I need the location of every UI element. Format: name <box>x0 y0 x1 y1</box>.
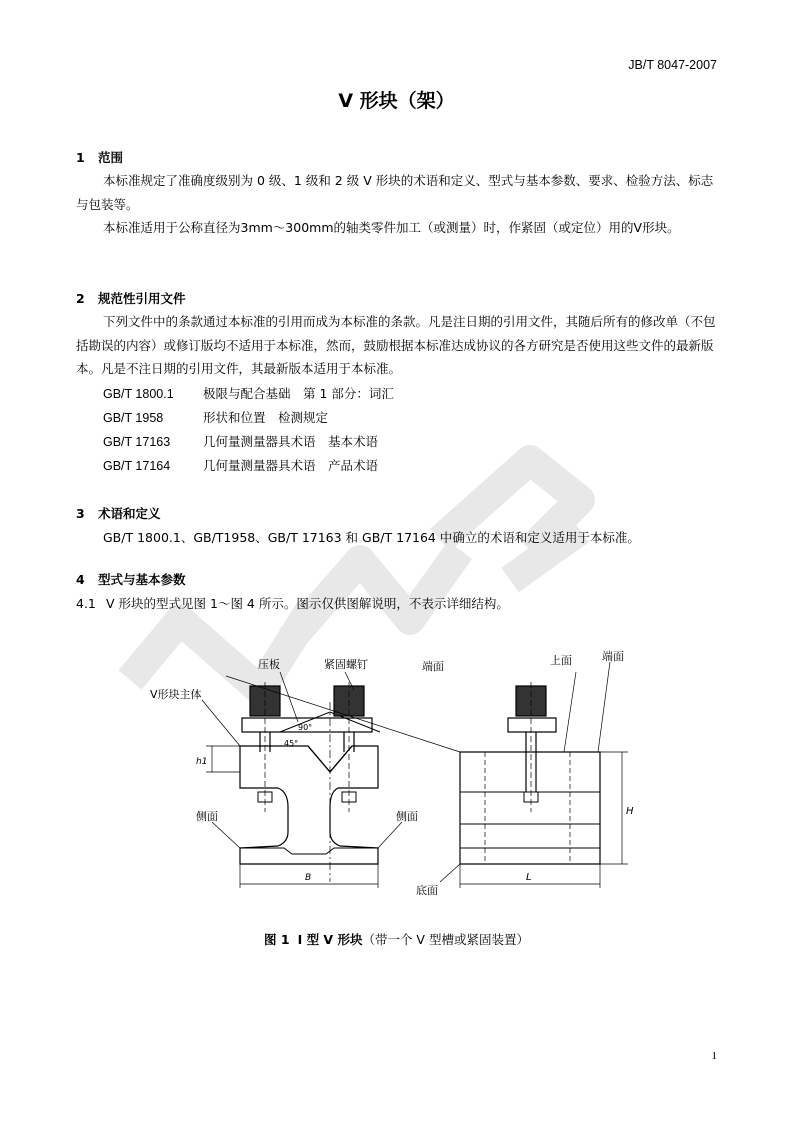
label-top-face: 上面 <box>550 654 572 667</box>
angle-90: 90° <box>298 723 313 732</box>
reference-item <box>103 384 394 402</box>
caption-note: （带一个 V 型槽或紧固装置） <box>362 932 529 947</box>
clause-number: 4.1 <box>76 596 96 611</box>
section-title: 范围 <box>98 150 124 165</box>
dim-h1: h1 <box>196 757 208 767</box>
label-bottom-face: 底面 <box>416 884 438 897</box>
section-1-heading <box>76 148 123 166</box>
section-number: 3 <box>76 506 85 521</box>
reference-code: GB/T 1800.1 <box>103 387 174 401</box>
label-side-right: 侧面 <box>396 810 418 823</box>
reference-code: GB/T 1958 <box>103 411 164 425</box>
angle-45: 45° <box>284 739 299 748</box>
section-title: 规范性引用文件 <box>98 291 186 306</box>
standard-number: JB/T 8047-2007 <box>628 58 717 72</box>
reference-name: 几何量测量器具术语 基本术语 <box>203 434 379 449</box>
section-3-heading <box>76 504 161 522</box>
label-side-left: 侧面 <box>196 810 218 823</box>
reference-item <box>103 432 378 450</box>
reference-code: GB/T 17163 <box>103 435 171 449</box>
caption-number: 图 1 <box>264 932 290 947</box>
section-number: 2 <box>76 291 85 306</box>
label-pressing-plate: 压板 <box>258 658 280 671</box>
reference-item <box>103 456 378 474</box>
side-view-body <box>460 752 600 864</box>
section-number: 1 <box>76 150 85 165</box>
clause-4-1 <box>76 594 509 612</box>
v-block-body <box>240 746 378 864</box>
clause-text: V 形块的型式见图 1～图 4 所示。图示仅供图解说明，不表示详细结构。 <box>106 596 509 611</box>
section-number: 4 <box>76 572 85 587</box>
section-1-para-1: 本标准规定了准确度级别为 0 级、1 级和 2 级 V 形块的术语和定义、型式与基本参数、要求、检验方法、标志与包装等。 <box>76 173 714 212</box>
label-set-screw: 紧固螺钉 <box>324 658 368 671</box>
reference-name: 形状和位置 检测规定 <box>203 410 329 425</box>
base-foot <box>240 848 378 854</box>
label-v-body: V形块主体 <box>150 688 202 701</box>
caption-title: I 型 V 形块 <box>297 932 363 947</box>
figure-1-caption <box>0 930 793 948</box>
section-3-para: GB/T 1800.1、GB/T1958、GB/T 17163 和 GB/T 17164 中确立的术语和定义适用于本标准。 <box>103 530 640 545</box>
reference-code: GB/T 17164 <box>103 459 171 473</box>
section-2-para: 下列文件中的条款通过本标准的引用而成为本标准的条款。凡是注日期的引用文件，其随后所有的修改单（不包括勘误的内容）或修订版均不适用于本标准，然而，鼓励根据本标准达成协议的各方研究是否使用这些文件的最新版本。凡是不注日期的引用文件，其最新版本适用于本标准。 <box>76 314 716 376</box>
reference-name: 几何量测量器具术语 产品术语 <box>203 458 379 473</box>
section-title: 术语和定义 <box>98 506 161 521</box>
figure-1-drawing <box>140 642 660 904</box>
reference-item <box>103 408 328 426</box>
section-2-heading <box>76 289 186 307</box>
dim-H: H <box>626 806 634 817</box>
section-title: 型式与基本参数 <box>98 572 186 587</box>
document-title: V 形块（架） <box>338 90 455 112</box>
section-4-heading <box>76 570 186 588</box>
section-1-para-2: 本标准适用于公称直径为3mm～300mm的轴类零件加工（或测量）时，作紧固（或定位）用的V形块。 <box>103 220 680 235</box>
reference-name: 极限与配合基础 第 1 部分：词汇 <box>203 386 394 401</box>
page-number: 1 <box>711 1050 717 1062</box>
label-end-face-left: 端面 <box>422 660 444 673</box>
dim-B: B <box>305 873 312 883</box>
dim-L: L <box>526 872 532 883</box>
label-end-face-right: 端面 <box>602 650 624 663</box>
